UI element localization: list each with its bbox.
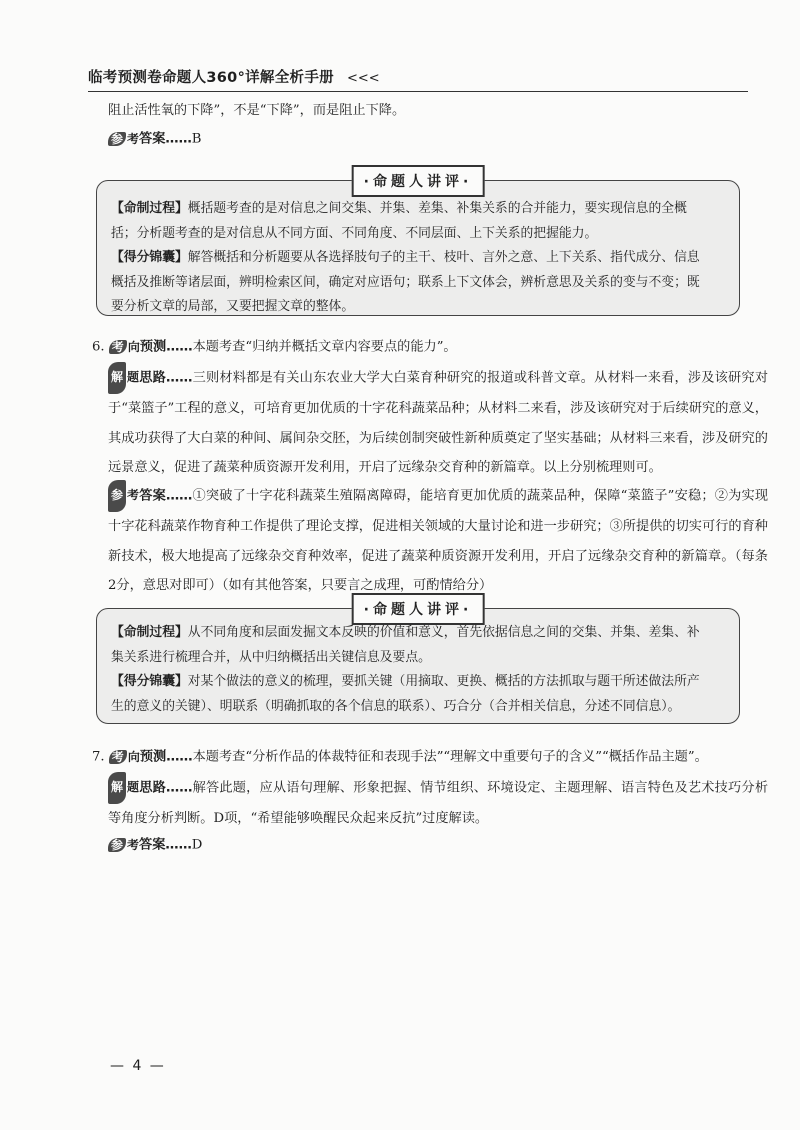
kaoxiang-tag: 考 向: [109, 340, 140, 354]
review-box-1: [96, 174, 740, 316]
review-title-1: ·命题人讲评·: [352, 165, 485, 197]
review-line: 概括及推断等诸层面，辨明检索区间，确定对应语句；联系上下文体会，辨析意思及关系的变与不变；既: [111, 274, 700, 290]
cankao-tag: 参 考: [108, 480, 139, 512]
continued-text-line: 阻止活性氧的下降”，不是“下降”，而是阻止下降。: [108, 103, 406, 118]
q7-jieti-paragraph: 解 题思路……解答此题，应从语句理解、形象把握、情节组织、环境设定、主题理解、语言特色及艺术技巧分析等角度分析判断。D项，“希望能够唤醒民众起来反抗”过度解读。: [108, 772, 768, 834]
review-body-2: [111, 621, 725, 719]
review-title-2: ·命题人讲评·: [352, 593, 485, 625]
question-number: 7.: [92, 749, 105, 765]
running-header: [88, 66, 748, 92]
cankao-tag: 参 考: [108, 132, 139, 146]
review-line: 生的意义的关键）、明联系（明确抓取的各个信息的联系）、巧合分（合并相关信息，分述不同信息）。: [111, 698, 681, 714]
header-arrows: <<<: [347, 71, 380, 86]
cankao-tag: 参 考: [108, 838, 139, 852]
review-line: 【命制过程】从不同角度和层面发掘文本反映的价值和意义，首先依据信息之间的交集、并集、差集、补: [111, 625, 700, 640]
q7-answer-line: 参 考答案……D: [108, 838, 202, 852]
question-number: 6.: [92, 339, 105, 355]
review-box-2: [96, 602, 740, 724]
q6-jieti-paragraph: 解 题思路……三则材料都是有关山东农业大学大白菜育种研究的报道或科普文章。从材料一来看，涉及该研究对于“菜篮子”工程的意义，可培育更加优质的十字花科蔬菜品种；从材料二来看，涉及该研究对于后续研究的意义，其成功获得了大白菜的种间、属间杂交胚，为后续创制突破性新种质奠定了坚实基础；从材料三来看，涉及研究的远景意义，促进了蔬菜种质资源开发利用，开启了远缘杂交育种的新篇章。以上分别梳理则可。: [108, 362, 768, 483]
q6-kaoxiang-line: 6. 考 向预测……本题考查“归纳并概括文章内容要点的能力”。: [92, 339, 457, 355]
jieti-tag: 解 题: [108, 772, 139, 804]
review-body-1: [111, 197, 725, 320]
review-line: 集关系进行梳理合并，从中归纳概括出关键信息及要点。: [111, 649, 431, 665]
answer-line-q5: [108, 132, 201, 146]
q7-kaoxiang-line: 7. 考 向预测……本题考查“分析作品的体裁特征和表现手法”“理解文中重要句子的含义”“概括作品主题”。: [92, 749, 708, 765]
header-title: 临考预测卷命题人360°详解全析手册: [88, 70, 334, 86]
review-line: 【得分锦囊】对某个做法的意义的梳理，要抓关键（用摘取、更换、概括的方法抓取与题干所述做法所产: [111, 674, 700, 689]
kaoxiang-tag: 考 向: [109, 750, 140, 764]
review-line: 【得分锦囊】解答概括和分析题要从各选择肢句子的主干、枝叶、言外之意、上下关系、指代成分、信息: [111, 250, 700, 265]
jieti-tag: 解 题: [108, 362, 139, 394]
kaoxiang-text: 本题考查“归纳并概括文章内容要点的能力”。: [192, 339, 457, 355]
review-line: 【命制过程】概括题考查的是对信息之间交集、并集、差集、补集关系的合并能力，要实现信息的全概: [111, 201, 687, 216]
page-number: — 4 —: [110, 1058, 166, 1074]
review-line: 括；分析题考查的是对信息从不同方面、不同角度、不同层面、上下关系的把握能力。: [111, 225, 598, 241]
review-line: 要分析文章的局部，又要把握文章的整体。: [111, 299, 355, 314]
jieti-text: 三则材料都是有关山东农业大学大白菜育种研究的报道或科普文章。从材料一来看，涉及该研究对于“菜篮子”工程的意义，可培育更加优质的十字花科蔬菜品种；从材料二来看，涉及该研究对于后续研究的意义，其成功获得了大白菜的种间、属间杂交胚，为后续创制突破性新种质奠定了坚实基础；从材料三来看，涉及研究的远景意义，促进了蔬菜种质资源开发利用，开启了远缘杂交育种的新篇章。以上分别梳理则可。: [108, 370, 769, 476]
kaoxiang-text: 本题考查“分析作品的体裁特征和表现手法”“理解文中重要句子的含义”“概括作品主题”。: [192, 749, 708, 765]
jieti-text: 解答此题，应从语句理解、形象把握、情节组织、环境设定、主题理解、语言特色及艺术技巧分析等角度分析判断。D项，“希望能够唤醒民众起来反抗”过度解读。: [108, 780, 769, 826]
q6-answer-paragraph: 参 考答案……①突破了十字花科蔬菜生殖隔离障碍，能培育更加优质的蔬菜品种，保障“菜篮子”安稳；②为实现十字花科蔬菜作物育种工作提供了理论支撑，促进相关领域的大量讨论和进一步研究；③所提供的切实可行的育种新技术，极大地提高了远缘杂交育种效率，促进了蔬菜种质资源开发利用，开启了远缘杂交育种的新篇章。（每条2分，意思对即可）（如有其他答案，只要言之成理，可酌情给分）: [108, 480, 768, 601]
answer-text: ①突破了十字花科蔬菜生殖隔离障碍，能培育更加优质的蔬菜品种，保障“菜篮子”安稳；②为实现十字花科蔬菜作物育种工作提供了理论支撑，促进相关领域的大量讨论和进一步研究；③所提供的切实可行的育种新技术，极大地提高了远缘杂交育种效率，促进了蔬菜种质资源开发利用，开启了远缘杂交育种的新篇章。（每条2分，意思对即可）（如有其他答案，只要言之成理，可酌情给分）: [108, 488, 769, 594]
answer-value: B: [191, 131, 202, 147]
answer-label: 答案……: [139, 131, 192, 147]
answer-value: D: [191, 837, 203, 853]
